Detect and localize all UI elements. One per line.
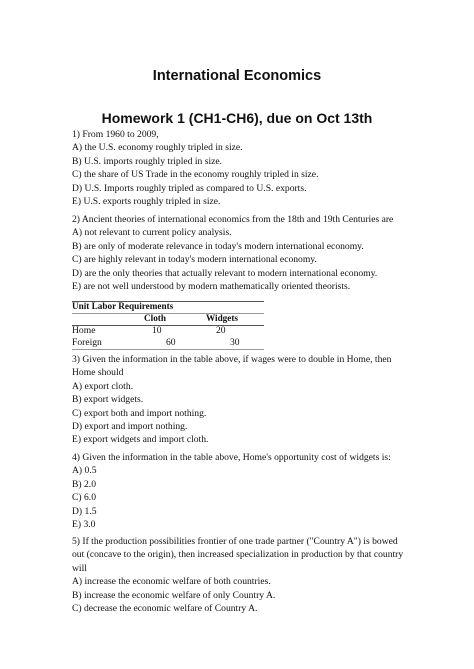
row-label-foreign: Foreign: [72, 337, 102, 348]
question-3-option-a: A) export cloth.: [72, 380, 134, 392]
column-header-widgets: Widgets: [206, 313, 238, 323]
question-1-option-d: D) U.S. Imports roughly tripled as compared to U.S. exports.: [72, 182, 307, 194]
question-5-stem-end: will: [72, 562, 87, 574]
question-4-option-a: A) 0.5: [72, 465, 97, 477]
question-5-stem-cont: out (concave to the origin), then increased specialization in production by that country: [72, 549, 404, 561]
question-5-option-b: B) increase the economic welfare of only Country A.: [72, 589, 276, 601]
question-4-option-e: E) 3.0: [72, 519, 96, 531]
cell-foreign-cloth: 60: [166, 337, 176, 348]
homework-title: Homework 1 (CH1-CH6), due on Oct 13th: [101, 110, 373, 126]
question-1-option-e: E) U.S. exports roughly tripled in size.: [72, 196, 221, 208]
question-2: [72, 213, 412, 293]
question-5-option-c: C) decrease the economic welfare of Country A.: [72, 603, 258, 615]
question-4-option-c: C) 6.0: [72, 492, 96, 504]
question-2-option-a: A) not relevant to current policy analysis.: [72, 227, 232, 239]
question-2-option-d: D) are the only theories that actually relevant to modern international economy.: [72, 267, 378, 279]
question-1-stem: 1) From 1960 to 2009,: [72, 129, 159, 140]
unit-labor-table: [72, 300, 264, 350]
question-3-option-e: E) export widgets and import cloth.: [72, 434, 209, 446]
question-4-stem: 4) Given the information in the table above, Home's opportunity cost of widgets is:: [72, 452, 391, 463]
question-3: [72, 353, 412, 447]
question-4: [72, 451, 412, 531]
question-2-option-b: B) are only of moderate relevance in today's modern international economy.: [72, 240, 364, 252]
cell-home-widgets: 20: [216, 325, 226, 336]
question-1-option-a: A) the U.S. economy roughly tripled in size.: [72, 142, 243, 154]
question-4-option-d: D) 1.5: [72, 505, 97, 517]
question-3-option-c: C) export both and import nothing.: [72, 407, 207, 419]
question-3-stem-cont: Home should: [72, 367, 124, 379]
table-rule-bottom: [72, 349, 264, 350]
question-5-option-a: A) increase the economic welfare of both countries.: [72, 576, 271, 588]
question-3-stem: 3) Given the information in the table above, if wages were to double in Home, then: [72, 354, 392, 365]
row-label-home: Home: [72, 325, 96, 336]
question-1-option-c: C) the share of US Trade in the economy roughly tripled in size.: [72, 169, 319, 181]
table-rule-header: [72, 325, 264, 326]
column-header-cloth: Cloth: [144, 313, 166, 323]
question-2-option-e: E) are not well understood by modern mathematically oriented theorists.: [72, 281, 351, 293]
question-4-option-b: B) 2.0: [72, 478, 96, 490]
question-3-option-b: B) export widgets.: [72, 394, 144, 406]
question-2-option-c: C) are highly relevant in today's modern international economy.: [72, 254, 317, 266]
question-2-stem: 2) Ancient theories of international economics from the 18th and 19th Centuries are: [72, 214, 394, 225]
question-5: [72, 535, 412, 615]
question-1-option-b: B) U.S. imports roughly tripled in size.: [72, 155, 223, 167]
question-1: [72, 128, 412, 208]
cell-home-cloth: 10: [152, 325, 162, 336]
cell-foreign-widgets: 30: [230, 337, 240, 348]
question-5-stem: 5) If the production possibilities frontier of one trade partner ("Country A") is bowed: [72, 536, 398, 547]
table-caption: Unit Labor Requirements: [72, 301, 174, 311]
course-title: International Economics: [152, 68, 322, 84]
question-3-option-d: D) export and import nothing.: [72, 421, 188, 433]
